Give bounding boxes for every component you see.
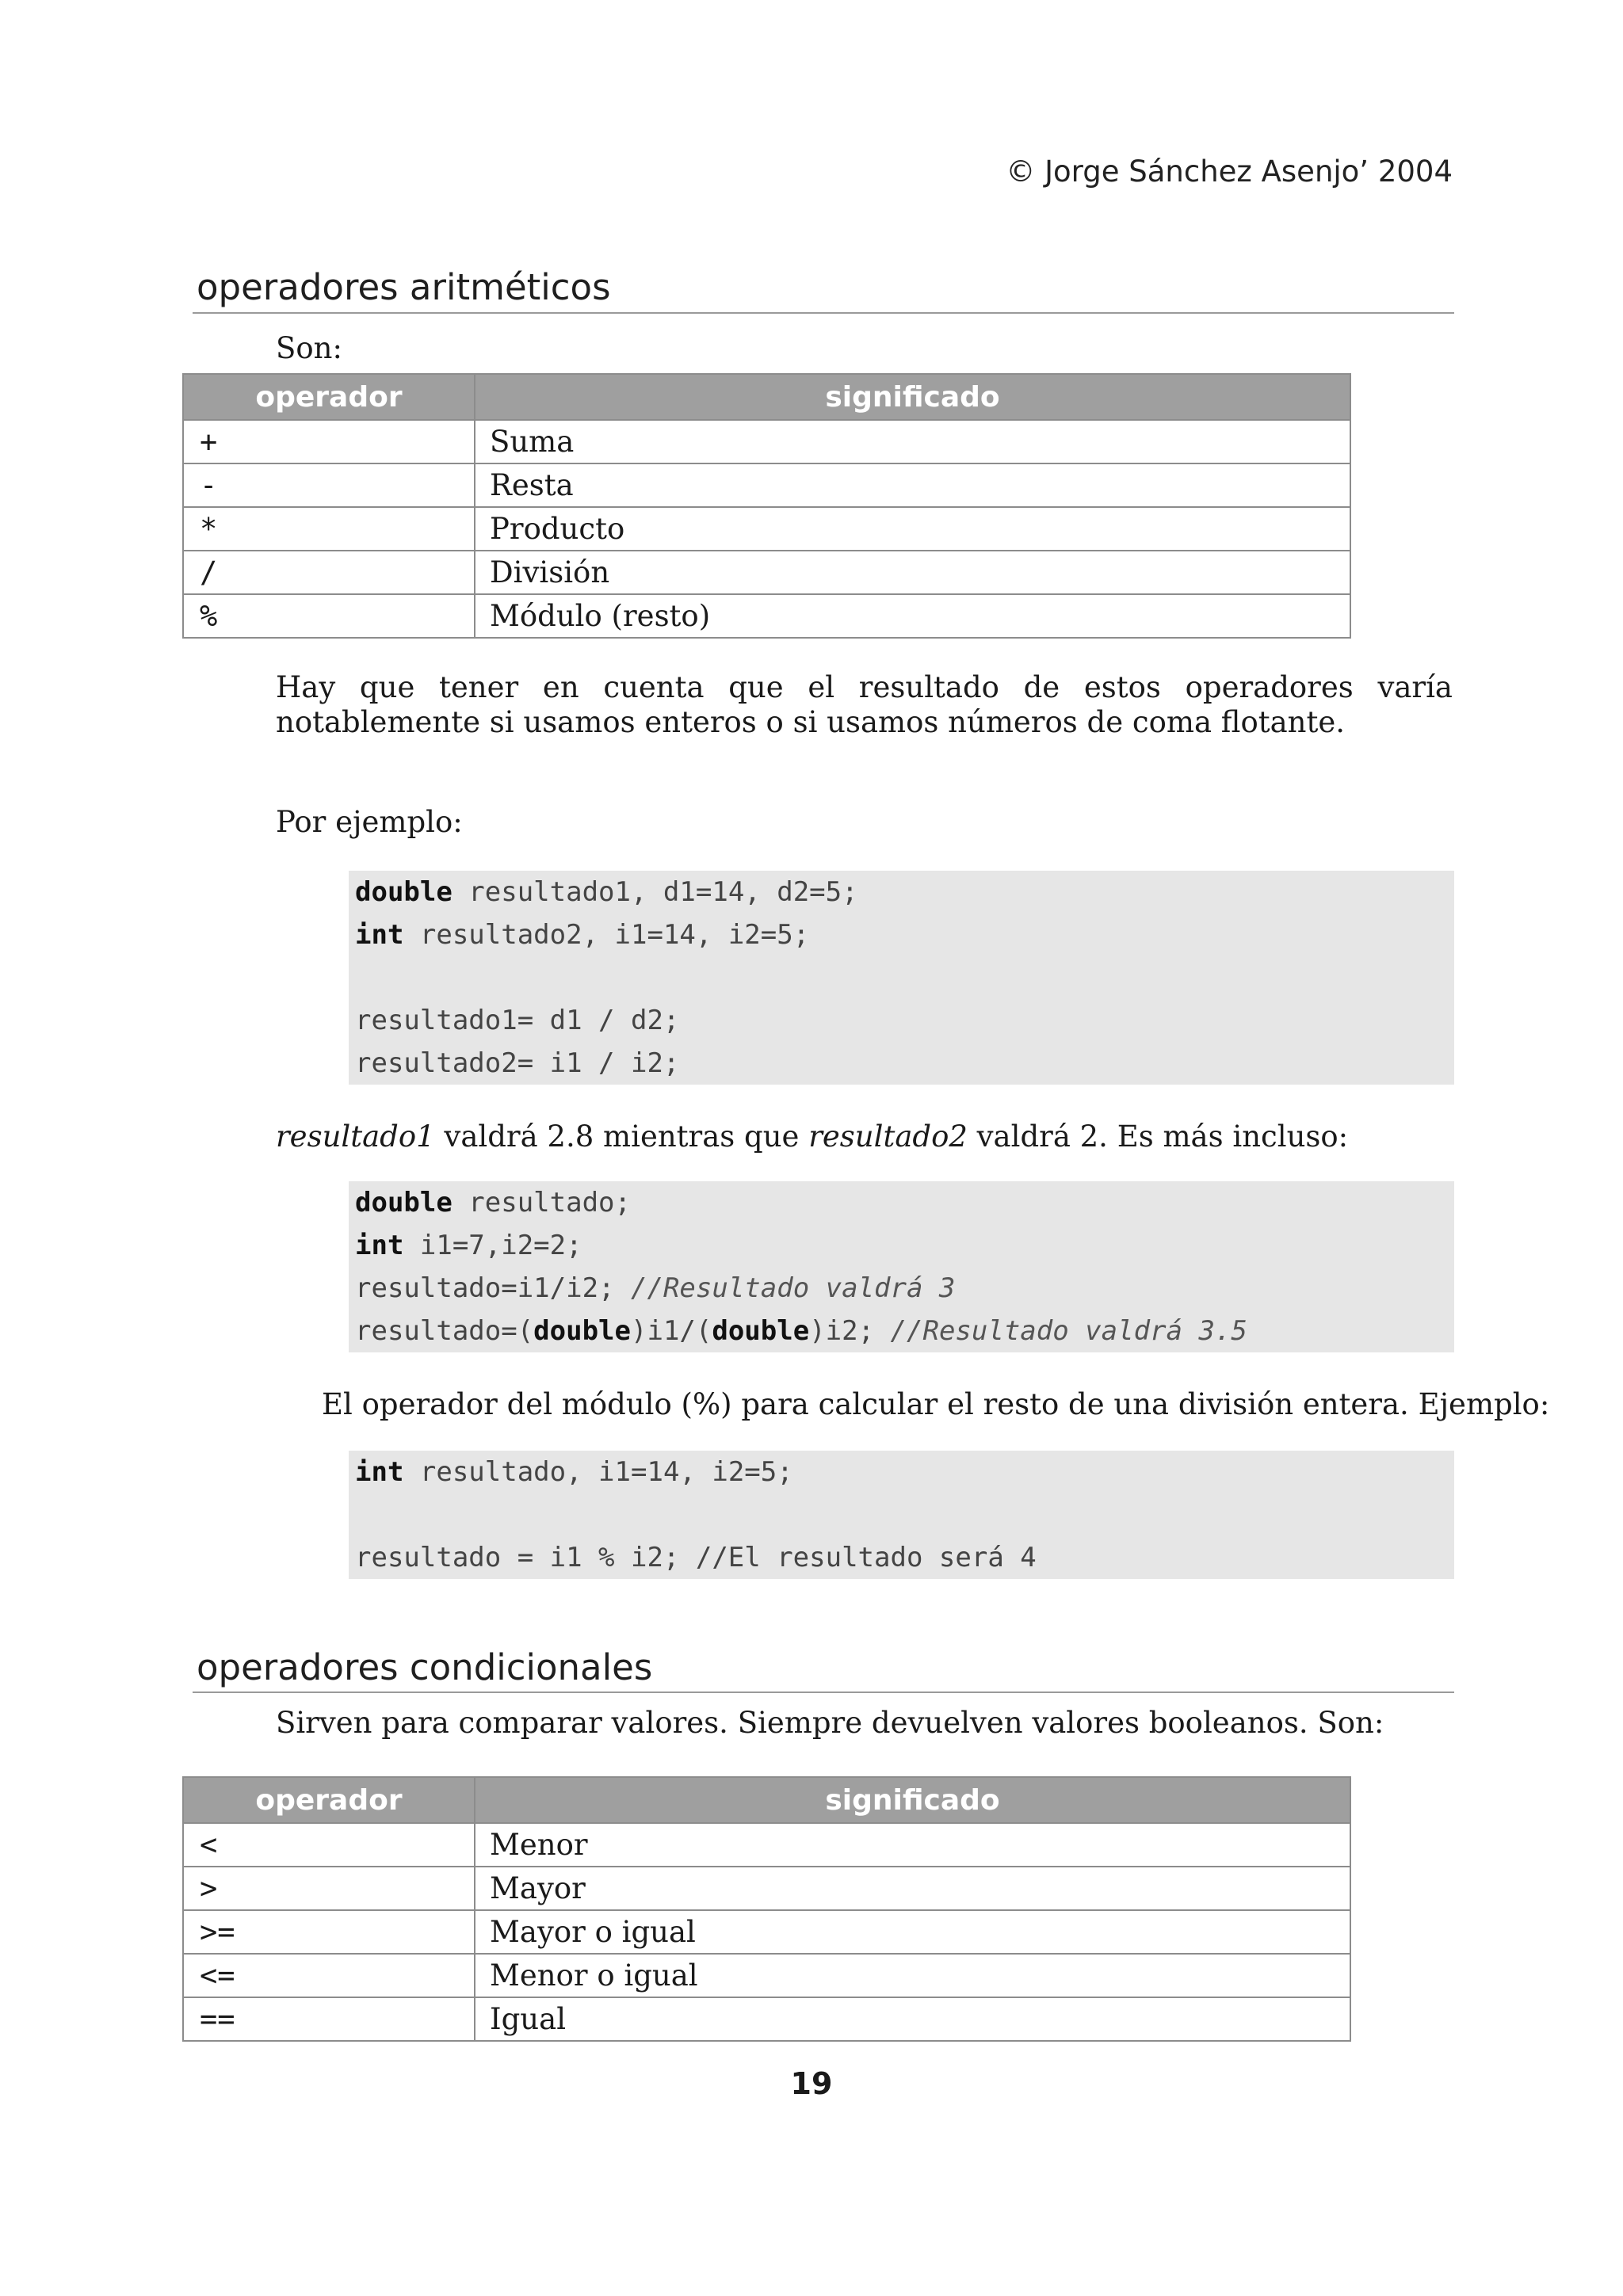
code-text: resultado; [452,1187,631,1219]
operator-cell: + [183,420,475,463]
header-significado: significado [475,1777,1350,1823]
example-intro: Por ejemplo: [276,805,463,839]
table-row [183,507,1350,551]
modulo-paragraph: El operador del módulo (%) para calcular el resto de una división entera. Ejemplo: [322,1387,1550,1421]
code-line [349,1224,1454,1267]
var-name: resultado2 [808,1119,968,1154]
code-line: resultado2= i1 / i2; [355,1047,680,1079]
operator-cell: >= [183,1910,475,1954]
code-comment: //Resultado valdrá 3 [631,1272,956,1304]
code-line: resultado = i1 % i2; //El resultado será 4 [355,1542,1037,1573]
meaning-cell: Módulo (resto) [475,594,1350,638]
section-divider [193,312,1454,314]
table-row [183,1910,1350,1954]
code-text: resultado2, i1=14, i2=5; [403,919,810,951]
table-row [183,1954,1350,1997]
meaning-cell: Resta [475,463,1350,507]
code-text: resultado=i1/i2; [355,1272,631,1304]
code-text: resultado=( [355,1315,534,1347]
code-keyword: int [355,919,404,951]
operator-cell: == [183,1997,475,2041]
table-row [183,551,1350,594]
conditional-operators-table [182,1776,1351,2042]
section-title-arithmetic: operadores aritméticos [197,266,611,308]
operator-cell: / [183,551,475,594]
table-row [183,420,1350,463]
code-text: i1=7,i2=2; [403,1230,582,1261]
code-text: resultado, i1=14, i2=5; [403,1456,793,1488]
table-header-row [183,374,1350,420]
code-keyword: int [355,1230,404,1261]
table-row [183,1867,1350,1910]
code-line [349,871,1454,913]
header-significado: significado [475,374,1350,420]
table-row [183,1997,1350,2041]
code-line [349,913,1454,956]
meaning-cell: Producto [475,507,1350,551]
copyright-header: © Jorge Sánchez Asenjo’ 2004 [1006,154,1453,189]
note-paragraph: Hay que tener en cuenta que el resultado de estos operadores varía notablemente si usamos enteros o si usamos números de coma flotante. [276,670,1453,739]
meaning-cell: Menor [475,1823,1350,1867]
code-text: resultado1, d1=14, d2=5; [452,876,858,908]
table-row [183,1823,1350,1867]
code-keyword: double [355,876,453,908]
meaning-cell: Igual [475,1997,1350,2041]
meaning-cell: Mayor o igual [475,1910,1350,1954]
table-row [183,463,1350,507]
result-text: valdrá 2.8 mientras que [434,1119,809,1154]
code-block-3 [349,1451,1454,1579]
header-operador: operador [183,1777,475,1823]
code-keyword: double [355,1187,453,1219]
section-divider [193,1691,1454,1693]
code-line-empty [349,956,1454,999]
code-keyword: int [355,1456,404,1488]
meaning-cell: Mayor [475,1867,1350,1910]
meaning-cell: División [475,551,1350,594]
operator-cell: < [183,1823,475,1867]
code-keyword: double [712,1315,810,1347]
var-name: resultado1 [276,1119,435,1154]
operator-cell: - [183,463,475,507]
table-header-row [183,1777,1350,1823]
code-line-empty [349,1493,1454,1536]
code-line [349,1451,1454,1493]
code-line [349,1181,1454,1224]
code-text: )i1/( [631,1315,712,1347]
code-line [349,1267,1454,1310]
cond-intro: Sirven para comparar valores. Siempre devuelven valores booleanos. Son: [276,1706,1384,1740]
result-paragraph [276,1119,1348,1154]
arith-intro: Son: [276,331,342,365]
operator-cell: * [183,507,475,551]
operator-cell: > [183,1867,475,1910]
result-text: valdrá 2. Es más incluso: [967,1119,1349,1154]
meaning-cell: Menor o igual [475,1954,1350,1997]
code-line: resultado1= d1 / d2; [355,1005,680,1036]
header-operador: operador [183,374,475,420]
code-keyword: double [533,1315,631,1347]
code-comment: //Resultado valdrá 3.5 [890,1315,1247,1347]
operator-cell: <= [183,1954,475,1997]
page-number: 19 [790,2066,833,2101]
arithmetic-operators-table [182,373,1351,639]
code-block-2 [349,1181,1454,1352]
section-title-conditional: operadores condicionales [197,1646,653,1688]
code-line [349,1310,1454,1352]
table-row [183,594,1350,638]
meaning-cell: Suma [475,420,1350,463]
code-block-1 [349,871,1454,1085]
operator-cell: % [183,594,475,638]
code-text: )i2; [809,1315,891,1347]
